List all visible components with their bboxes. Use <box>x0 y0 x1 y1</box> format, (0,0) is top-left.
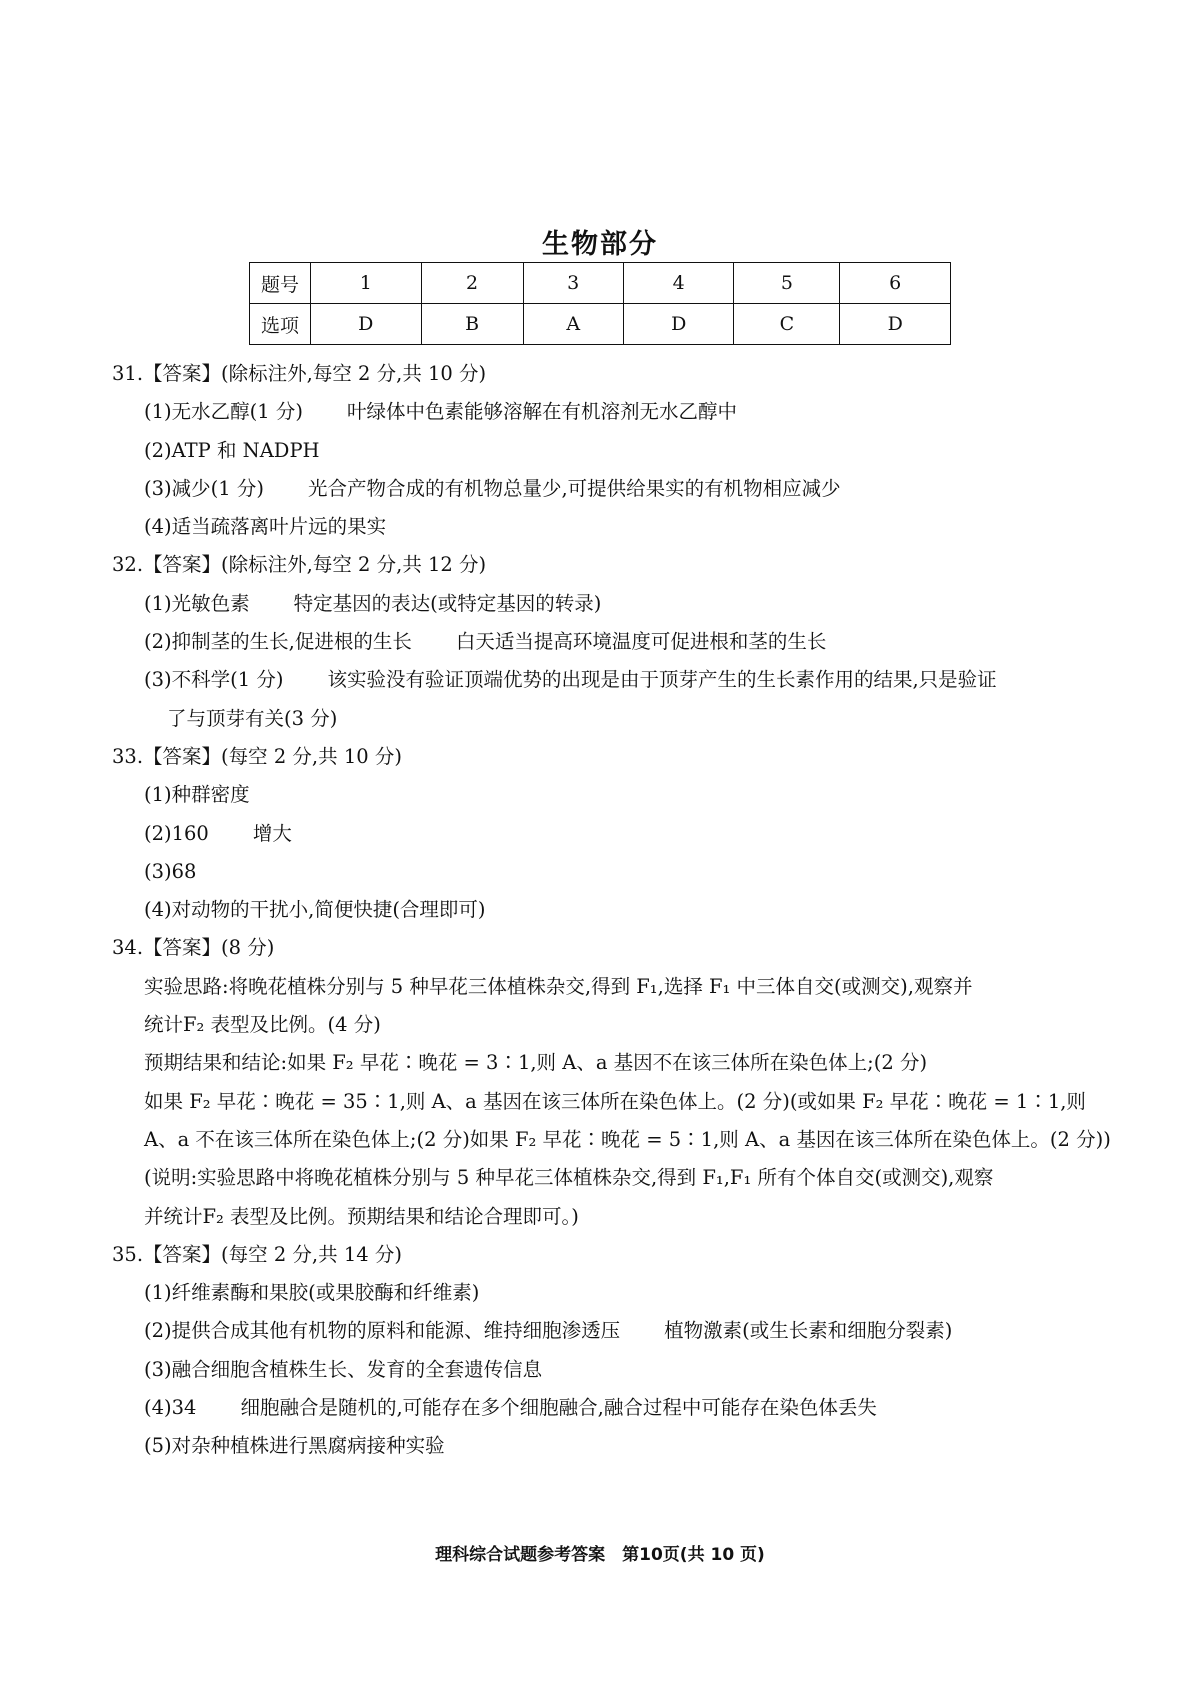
answer-line: 了与顶芽有关(3 分) <box>167 706 338 730</box>
answer-content <box>112 355 1111 1466</box>
question-header-33: 33.【答案】(每空 2 分,共 10 分) <box>112 744 402 768</box>
answer-text: 该实验没有验证顶端优势的出现是由于顶芽产生的生长素作用的结果,只是验证 <box>327 668 997 692</box>
answer-line: 实验思路:将晚花植株分别与 5 种早花三体植株杂交,得到 F₁,选择 F₁ 中三体自交(或测交),观察并 <box>144 974 973 998</box>
answer-text: (1)无水乙醇(1 分) <box>144 400 303 424</box>
table-cell: D <box>840 304 951 345</box>
table-cell: B <box>421 304 523 345</box>
answer-text: 增大 <box>252 821 292 845</box>
answer-text: (1)光敏色素 <box>144 591 250 615</box>
question-header-35: 35.【答案】(每空 2 分,共 14 分) <box>112 1242 402 1266</box>
table-cell: 4 <box>623 263 734 304</box>
answer-line: (3)68 <box>144 859 197 883</box>
answer-line <box>144 623 1092 661</box>
answer-line: (1)纤维素酶和果胶(或果胶酶和纤维素) <box>144 1281 480 1305</box>
table-header-cell: 题号 <box>250 263 311 304</box>
answer-text: 叶绿体中色素能够溶解在有机溶剂无水乙醇中 <box>346 400 737 424</box>
answer-text: (3)不科学(1 分) <box>144 668 284 692</box>
answer-line: (1)种群密度 <box>144 783 250 807</box>
answer-text: 植物激素(或生长素和细胞分裂素) <box>664 1319 953 1343</box>
answer-line <box>144 815 1092 853</box>
table-row <box>250 263 951 304</box>
table-cell: A <box>523 304 623 345</box>
answer-text: (2)提供合成其他有机物的原料和能源、维持细胞渗透压 <box>144 1319 621 1343</box>
answer-line: (4)对动物的干扰小,简便快捷(合理即可) <box>144 898 486 922</box>
answer-line: A、a 不在该三体所在染色体上;(2 分)如果 F₂ 早花∶晚花 = 5∶1,则 A、a 基因在该三体所在染色体上。(2 分)) <box>144 1127 1111 1151</box>
table-cell: 5 <box>734 263 840 304</box>
answer-line <box>144 1312 1092 1350</box>
table-cell: 3 <box>523 263 623 304</box>
answer-line <box>144 1389 1092 1427</box>
answer-text: 特定基因的表达(或特定基因的转录) <box>293 591 602 615</box>
answer-line: (4)适当疏落离叶片远的果实 <box>144 515 387 539</box>
table-cell: D <box>623 304 734 345</box>
table-cell: C <box>734 304 840 345</box>
answer-text: 光合产物合成的有机物总量少,可提供给果实的有机物相应减少 <box>307 476 841 500</box>
choice-answer-table <box>249 262 951 345</box>
answer-line: 并统计F₂ 表型及比例。预期结果和结论合理即可。) <box>144 1204 579 1228</box>
page-footer: 理科综合试题参考答案 第10页(共 10 页) <box>435 1545 765 1565</box>
answer-line <box>144 585 1092 623</box>
answer-text: (4)34 <box>144 1396 197 1420</box>
question-header-32: 32.【答案】(除标注外,每空 2 分,共 12 分) <box>112 553 487 577</box>
answer-line <box>144 661 1092 699</box>
answer-line: (说明:实验思路中将晚花植株分别与 5 种早花三体植株杂交,得到 F₁,F₁ 所有个体自交(或测交),观察 <box>144 1166 994 1190</box>
answer-line: (3)融合细胞含植株生长、发育的全套遗传信息 <box>144 1357 543 1381</box>
answer-text: 细胞融合是随机的,可能存在多个细胞融合,融合过程中可能存在染色体丢失 <box>240 1396 877 1420</box>
answer-line <box>144 393 1092 431</box>
table-cell: 1 <box>311 263 422 304</box>
answer-text: (3)减少(1 分) <box>144 476 264 500</box>
answer-line: 统计F₂ 表型及比例。(4 分) <box>144 1013 381 1037</box>
answer-text: 白天适当提高环境温度可促进根和茎的生长 <box>455 630 827 654</box>
table-header-cell: 选项 <box>250 304 311 345</box>
answer-line: (5)对杂种植株进行黑腐病接种实验 <box>144 1434 445 1458</box>
answer-line: 如果 F₂ 早花∶晚花 = 35∶1,则 A、a 基因在该三体所在染色体上。(2 分)(或如果 F₂ 早花∶晚花 = 1∶1,则 <box>144 1089 1086 1113</box>
answer-line <box>144 470 1092 508</box>
table-cell: D <box>311 304 422 345</box>
table-row <box>250 304 951 345</box>
table-cell: 6 <box>840 263 951 304</box>
answer-line: 预期结果和结论:如果 F₂ 早花∶晚花 = 3∶1,则 A、a 基因不在该三体所在染色体上;(2 分) <box>144 1051 928 1075</box>
table-cell: 2 <box>421 263 523 304</box>
question-header-34: 34.【答案】(8 分) <box>112 936 275 960</box>
answer-line: (2)ATP 和 NADPH <box>144 438 320 462</box>
answer-text: (2)160 <box>144 821 209 845</box>
question-header-31: 31.【答案】(除标注外,每空 2 分,共 10 分) <box>112 362 487 385</box>
section-title: 生物部分 <box>542 229 658 260</box>
answer-text: (2)抑制茎的生长,促进根的生长 <box>144 630 412 654</box>
